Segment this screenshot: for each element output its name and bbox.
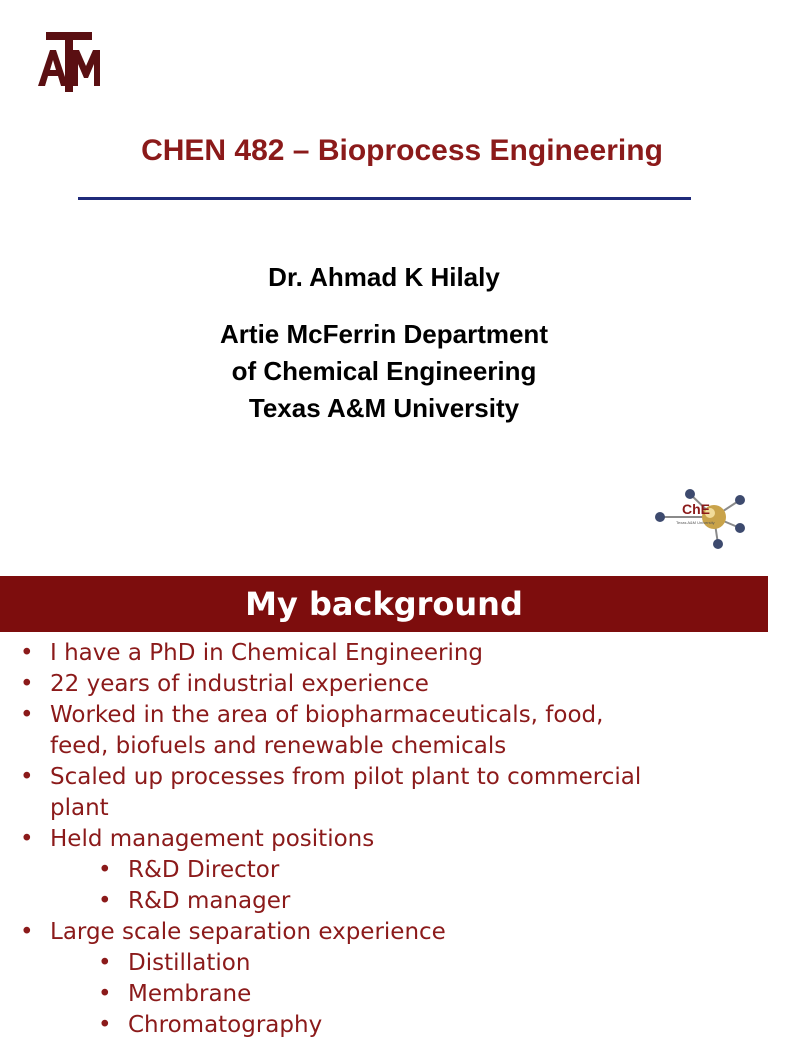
bullet-text-line: Worked in the area of biopharmaceuticals, food, bbox=[50, 702, 604, 728]
bullet-marker: • bbox=[98, 981, 112, 1007]
sub-bullet-item bbox=[0, 1010, 768, 1041]
bullet-text-line: Large scale separation experience bbox=[50, 919, 446, 945]
texas-am-logo bbox=[36, 30, 102, 94]
bullet-marker: • bbox=[20, 919, 34, 945]
presenter-name: Dr. Ahmad K Hilaly bbox=[268, 262, 500, 292]
bullet-marker: • bbox=[20, 640, 34, 666]
bullet-item bbox=[0, 638, 768, 669]
bullet-text-line: Membrane bbox=[128, 981, 252, 1007]
che-logo-text: ChE bbox=[682, 501, 710, 517]
bullet-text-line: R&D Director bbox=[128, 857, 280, 883]
bullet-item bbox=[0, 762, 768, 824]
affiliation-line: of Chemical Engineering bbox=[231, 356, 537, 386]
background-slide bbox=[0, 576, 768, 1038]
bullet-list bbox=[0, 638, 768, 1041]
title-band bbox=[0, 576, 768, 632]
che-logo-subtext: Texas A&M University bbox=[676, 520, 715, 525]
bullet-text-line: Chromatography bbox=[128, 1012, 323, 1038]
affiliation-line: Texas A&M University bbox=[248, 393, 520, 423]
bullet-marker: • bbox=[20, 826, 34, 852]
affiliation bbox=[0, 316, 768, 427]
course-title: CHEN 482 – Bioprocess Engineering bbox=[141, 134, 663, 167]
bullet-marker: • bbox=[98, 888, 112, 914]
title-underline bbox=[78, 197, 691, 200]
bullet-marker: • bbox=[98, 950, 112, 976]
sub-bullet-item bbox=[0, 948, 768, 979]
bullet-text-line: Distillation bbox=[128, 950, 251, 976]
bullet-item bbox=[0, 700, 768, 762]
bullet-marker: • bbox=[98, 857, 112, 883]
sub-bullet-item bbox=[0, 886, 768, 917]
bullet-marker: • bbox=[98, 1012, 112, 1038]
bullet-item bbox=[0, 917, 768, 948]
bullet-text-line: plant bbox=[50, 795, 109, 821]
bullet-text-line: Scaled up processes from pilot plant to commercial bbox=[50, 764, 642, 790]
bullet-text-line: 22 years of industrial experience bbox=[50, 671, 429, 697]
bullet-item bbox=[0, 669, 768, 700]
bullet-text-line: Held management positions bbox=[50, 826, 375, 852]
affiliation-line: Artie McFerrin Department bbox=[220, 319, 548, 349]
che-molecule-logo bbox=[650, 484, 754, 552]
bullet-text-line: R&D manager bbox=[128, 888, 291, 914]
bullet-marker: • bbox=[20, 702, 34, 728]
slide-title: My background bbox=[245, 585, 523, 623]
bullet-marker: • bbox=[20, 671, 34, 697]
sub-bullet-item bbox=[0, 979, 768, 1010]
bullet-text-line: I have a PhD in Chemical Engineering bbox=[50, 640, 484, 666]
sub-bullet-item bbox=[0, 855, 768, 886]
bullet-marker: • bbox=[20, 764, 34, 790]
bullet-item bbox=[0, 824, 768, 855]
bullet-text-line: feed, biofuels and renewable chemicals bbox=[50, 733, 507, 759]
